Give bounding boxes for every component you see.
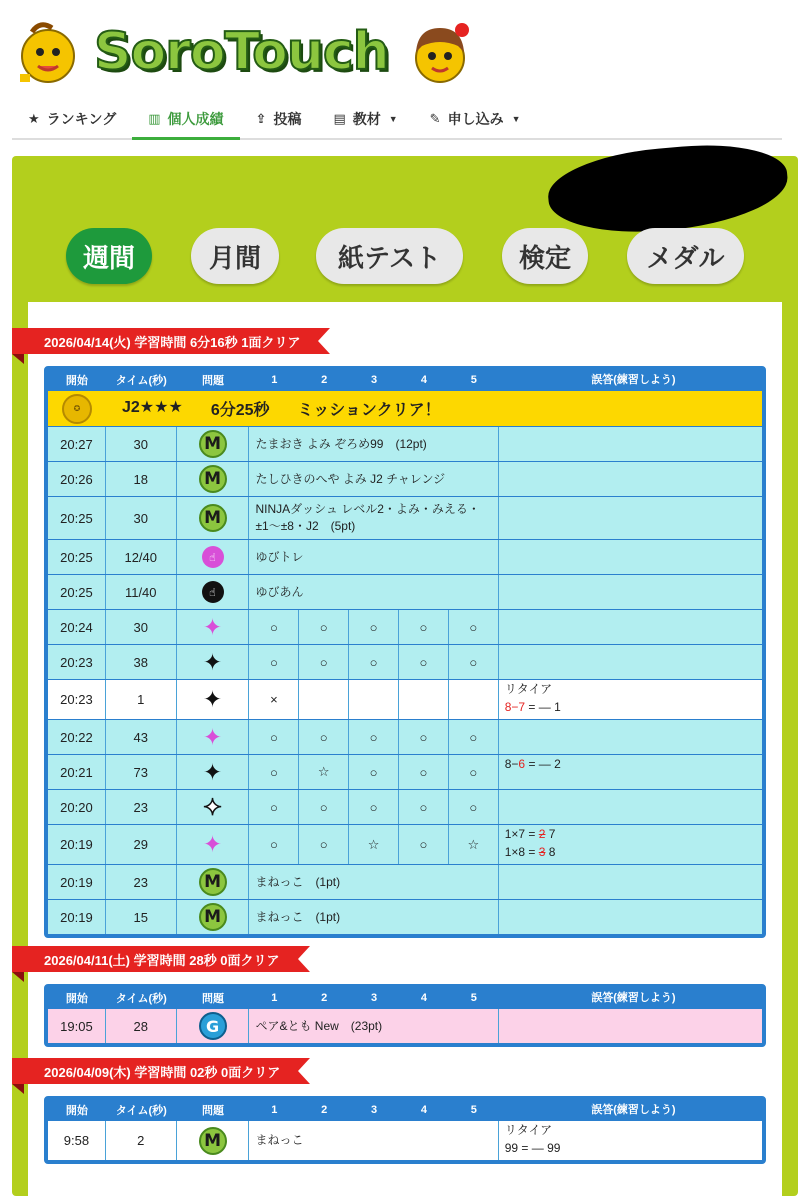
- m-badge-icon: M: [199, 1127, 227, 1155]
- answer-mark: ○: [349, 610, 399, 644]
- pink-finger-icon: ☝: [202, 546, 224, 568]
- white-shuriken-icon: ✦: [202, 793, 223, 820]
- black-shuriken-icon: ✦: [202, 686, 223, 712]
- black-finger-icon: ☝: [202, 581, 224, 603]
- errors-cell: [499, 680, 762, 719]
- answer-mark: ○: [399, 755, 449, 789]
- header-problem: 問題: [202, 375, 225, 387]
- error-line: 99 = — 99: [504, 1141, 561, 1155]
- header-n2: 2: [321, 992, 328, 1004]
- mission-level: J2★★★: [122, 399, 183, 416]
- error-line: 1×7 = 2 7: [504, 827, 556, 841]
- pink-shuriken-icon: ✦: [202, 831, 223, 857]
- nav-label: 投稿: [273, 111, 302, 127]
- table-row[interactable]: [48, 496, 762, 539]
- errors-cell: [499, 720, 762, 754]
- errors-cell: [499, 1009, 762, 1043]
- answer-mark: ○: [249, 825, 299, 864]
- errors-cell: [499, 755, 762, 789]
- answer-mark: ○: [299, 790, 349, 824]
- table-header: [48, 988, 762, 1008]
- elapsed-time: 23: [106, 865, 177, 899]
- nav-apply[interactable]: [414, 99, 537, 139]
- m-badge-icon: M: [199, 430, 227, 458]
- header-time: タイム(秒): [115, 375, 167, 387]
- problem-icon-cell[interactable]: [177, 645, 250, 679]
- problem-icon-cell[interactable]: [177, 575, 250, 609]
- wrong-answer: 3: [538, 845, 546, 859]
- elapsed-time: 29: [106, 825, 177, 864]
- answer-mark: ○: [349, 755, 399, 789]
- table-row[interactable]: [48, 426, 762, 461]
- main-nav: [12, 100, 782, 140]
- problem-icon-cell[interactable]: [177, 462, 250, 496]
- table-row[interactable]: [48, 679, 762, 719]
- table-row[interactable]: [48, 824, 762, 864]
- nav-ranking[interactable]: [12, 99, 132, 139]
- results-table: [44, 984, 766, 1047]
- errors-cell: [499, 427, 762, 461]
- sorotouch-logo[interactable]: [94, 14, 389, 90]
- answer-mark: ○: [449, 755, 499, 789]
- error-line: 1×8 = 3 8: [504, 845, 556, 859]
- m-badge-icon: M: [199, 868, 227, 896]
- answer-mark: ○: [399, 610, 449, 644]
- elapsed-time: 28: [106, 1009, 177, 1043]
- pink-shuriken-icon: ✦: [202, 613, 223, 640]
- error-line: 8−7 = — 1: [504, 700, 561, 714]
- header-n5: 5: [470, 1104, 477, 1116]
- table-row[interactable]: [48, 1008, 762, 1043]
- answer-mark: ○: [399, 720, 449, 754]
- m-badge-icon: M: [199, 903, 227, 931]
- header-n1: 1: [271, 1104, 278, 1116]
- mission-text: [122, 397, 441, 420]
- problem-icon-cell[interactable]: [177, 825, 250, 864]
- answer-mark: ○: [249, 645, 299, 679]
- table-row[interactable]: [48, 1120, 762, 1160]
- start-time: 20:27: [48, 427, 106, 461]
- answer-mark: ○: [449, 720, 499, 754]
- nav-materials[interactable]: [317, 99, 413, 139]
- gold-coin-icon: ✪: [62, 394, 92, 424]
- errors-cell: [499, 790, 762, 824]
- start-time: 20:25: [48, 540, 106, 574]
- table-header: [48, 370, 762, 390]
- answer-mark: ○: [299, 825, 349, 864]
- start-time: 20:19: [48, 865, 106, 899]
- problem-description: NINJAダッシュ レベル2・よみ・みえる・±1〜±8・J2 (5pt): [249, 497, 498, 539]
- problem-icon-cell[interactable]: [177, 1121, 250, 1160]
- m-badge-icon: M: [199, 465, 227, 493]
- mission-row: [48, 390, 762, 426]
- elapsed-time: 30: [106, 497, 177, 539]
- answer-mark: ○: [299, 645, 349, 679]
- answer-mark: ○: [299, 610, 349, 644]
- header-n1: 1: [271, 374, 278, 386]
- mission-time: 6分25秒: [210, 402, 270, 419]
- header-n4: 4: [420, 1104, 427, 1116]
- g-badge-icon: G: [199, 1012, 227, 1040]
- header-n4: 4: [420, 992, 427, 1004]
- start-time: 20:21: [48, 755, 106, 789]
- m-badge-icon: M: [199, 504, 227, 532]
- errors-cell: [499, 865, 762, 899]
- problem-description: まねっこ (1pt): [249, 900, 498, 934]
- table-row[interactable]: [48, 609, 762, 644]
- elapsed-time: 43: [106, 720, 177, 754]
- errors-cell: [499, 575, 762, 609]
- header-errors: 誤答(練習しよう): [591, 374, 676, 386]
- wrong-expression: 8−7: [504, 700, 526, 714]
- problem-icon-cell[interactable]: [177, 540, 250, 574]
- upload-icon: ⇪: [255, 111, 267, 126]
- nav-label: ランキング: [46, 111, 117, 127]
- table-row[interactable]: [48, 574, 762, 609]
- answer-mark: ○: [249, 790, 299, 824]
- header-n2: 2: [321, 1104, 328, 1116]
- error-line: リタイア: [504, 682, 553, 696]
- black-shuriken-icon: ✦: [202, 648, 223, 675]
- header-n3: 3: [371, 992, 378, 1004]
- day-ribbon: 2026/04/14(火) 学習時間 6分16秒 1面クリア: [12, 328, 318, 354]
- mission-label: ミッションクリア！: [297, 402, 441, 419]
- answer-mark: [299, 680, 349, 719]
- header-start: 開始: [65, 375, 88, 387]
- start-time: 20:24: [48, 610, 106, 644]
- answer-mark: [449, 680, 499, 719]
- table-header: [48, 1100, 762, 1120]
- answer-mark: ×: [249, 680, 299, 719]
- elapsed-time: 23: [106, 790, 177, 824]
- answer-mark: [349, 680, 399, 719]
- errors-cell: [499, 462, 762, 496]
- problem-icon-cell[interactable]: [177, 680, 250, 719]
- problem-icon-cell[interactable]: [177, 610, 250, 644]
- problem-description: ゆびあん: [249, 575, 498, 609]
- caret-down-icon: ▼: [388, 114, 398, 124]
- nav-personal-results[interactable]: [132, 100, 239, 140]
- tab-exam[interactable]: 検定: [502, 228, 588, 284]
- errors-cell: [499, 497, 762, 539]
- answer-mark: [399, 680, 449, 719]
- header-errors: 誤答(練習しよう): [591, 992, 676, 1004]
- table-row[interactable]: [48, 719, 762, 754]
- problem-description: まねっこ: [249, 1121, 498, 1160]
- answer-mark: ○: [249, 755, 299, 789]
- error-line: リタイア: [504, 1123, 553, 1137]
- errors-cell: [499, 1121, 762, 1160]
- elapsed-time: 12/40: [106, 540, 177, 574]
- pink-shuriken-icon: ✦: [202, 723, 223, 750]
- answer-mark: ☆: [299, 755, 349, 789]
- wrong-answer: 2: [538, 827, 546, 841]
- edit-icon: ✎: [429, 111, 441, 126]
- problem-icon-cell[interactable]: [177, 720, 250, 754]
- problem-description: たまおき よみ ぞろめ99 (12pt): [249, 427, 498, 461]
- header-n2: 2: [321, 374, 328, 386]
- header-errors: 誤答(練習しよう): [591, 1104, 676, 1116]
- answer-mark: ○: [349, 790, 399, 824]
- start-time: 20:25: [48, 575, 106, 609]
- elapsed-time: 1: [106, 680, 177, 719]
- elapsed-time: 2: [106, 1121, 177, 1160]
- boy-mascot-icon: [12, 16, 84, 88]
- table-row[interactable]: [48, 899, 762, 934]
- nav-label: 個人成績: [167, 110, 224, 127]
- header-n3: 3: [371, 374, 378, 386]
- header-n5: 5: [470, 374, 477, 386]
- table-row[interactable]: [48, 539, 762, 574]
- header-n1: 1: [271, 992, 278, 1004]
- problem-icon-cell[interactable]: [177, 1009, 250, 1043]
- elapsed-time: 11/40: [106, 575, 177, 609]
- black-shuriken-icon: ✦: [202, 758, 223, 785]
- header-n5: 5: [470, 992, 477, 1004]
- start-time: 20:23: [48, 680, 106, 719]
- day-ribbon: 2026/04/09(木) 学習時間 02秒 0面クリア: [12, 1058, 298, 1084]
- header-problem: 問題: [202, 993, 225, 1005]
- tab-medal[interactable]: メダル: [627, 228, 744, 284]
- results-table: [44, 366, 766, 938]
- nav-label: 申し込み: [447, 111, 504, 127]
- errors-cell: [499, 540, 762, 574]
- start-time: 20:26: [48, 462, 106, 496]
- error-line: 8−6 = — 2: [504, 757, 561, 771]
- day-ribbon: 2026/04/11(土) 学習時間 28秒 0面クリア: [12, 946, 298, 972]
- elapsed-time: 18: [106, 462, 177, 496]
- girl-mascot-icon: [404, 16, 476, 88]
- errors-cell: [499, 610, 762, 644]
- answer-mark: ○: [299, 720, 349, 754]
- answer-mark: ○: [449, 645, 499, 679]
- caret-down-icon: ▼: [511, 114, 521, 124]
- book-icon: ▤: [333, 111, 346, 126]
- header-n3: 3: [371, 1104, 378, 1116]
- start-time: 20:25: [48, 497, 106, 539]
- problem-description: ペア&とも New (23pt): [249, 1009, 498, 1043]
- table-row[interactable]: [48, 644, 762, 679]
- problem-description: まねっこ (1pt): [249, 865, 498, 899]
- start-time: 20:19: [48, 900, 106, 934]
- answer-mark: ○: [399, 825, 449, 864]
- answer-mark: ☆: [449, 825, 499, 864]
- bar-chart-icon: ▥: [148, 110, 161, 126]
- answer-mark: ○: [449, 790, 499, 824]
- start-time: 20:23: [48, 645, 106, 679]
- answer-mark: ○: [249, 610, 299, 644]
- table-row[interactable]: [48, 461, 762, 496]
- table-row[interactable]: [48, 864, 762, 899]
- table-row[interactable]: [48, 754, 762, 789]
- results-table: [44, 1096, 766, 1164]
- header: [0, 0, 801, 100]
- elapsed-time: 30: [106, 427, 177, 461]
- nav-post[interactable]: [240, 99, 318, 139]
- errors-cell: [499, 900, 762, 934]
- logo-text: SoroTouch: [94, 22, 389, 82]
- start-time: 20:20: [48, 790, 106, 824]
- problem-icon-cell[interactable]: [177, 790, 250, 824]
- header-time: タイム(秒): [115, 993, 167, 1005]
- tab-monthly[interactable]: 月間: [191, 228, 279, 284]
- problem-icon-cell[interactable]: [177, 497, 250, 539]
- answer-mark: ○: [399, 790, 449, 824]
- start-time: 20:22: [48, 720, 106, 754]
- answer-mark: ○: [349, 720, 399, 754]
- header-start: 開始: [65, 1105, 88, 1117]
- elapsed-time: 30: [106, 610, 177, 644]
- header-problem: 問題: [202, 1105, 225, 1117]
- elapsed-time: 15: [106, 900, 177, 934]
- elapsed-time: 38: [106, 645, 177, 679]
- problem-description: ゆびトレ: [249, 540, 498, 574]
- problem-icon-cell[interactable]: [177, 900, 250, 934]
- star-icon: ★: [28, 111, 40, 126]
- problem-icon-cell[interactable]: [177, 755, 250, 789]
- problem-icon-cell[interactable]: [177, 865, 250, 899]
- start-time: 9:58: [48, 1121, 106, 1160]
- problem-description: たしひきのへや よみ J2 チャレンジ: [249, 462, 498, 496]
- table-row[interactable]: [48, 789, 762, 824]
- nav-label: 教材: [352, 111, 381, 127]
- problem-icon-cell[interactable]: [177, 427, 250, 461]
- answer-mark: ○: [249, 720, 299, 754]
- start-time: 19:05: [48, 1009, 106, 1043]
- start-time: 20:19: [48, 825, 106, 864]
- elapsed-time: 73: [106, 755, 177, 789]
- tab-weekly[interactable]: 週間: [66, 228, 152, 284]
- errors-cell: [499, 645, 762, 679]
- wrong-digit: 6: [518, 757, 526, 771]
- answer-mark: ☆: [349, 825, 399, 864]
- header-n4: 4: [420, 374, 427, 386]
- answer-mark: ○: [349, 645, 399, 679]
- tab-paper-test[interactable]: 紙テスト: [316, 228, 463, 284]
- errors-cell: [499, 825, 762, 864]
- header-time: タイム(秒): [115, 1105, 167, 1117]
- header-start: 開始: [65, 993, 88, 1005]
- answer-mark: ○: [449, 610, 499, 644]
- answer-mark: ○: [399, 645, 449, 679]
